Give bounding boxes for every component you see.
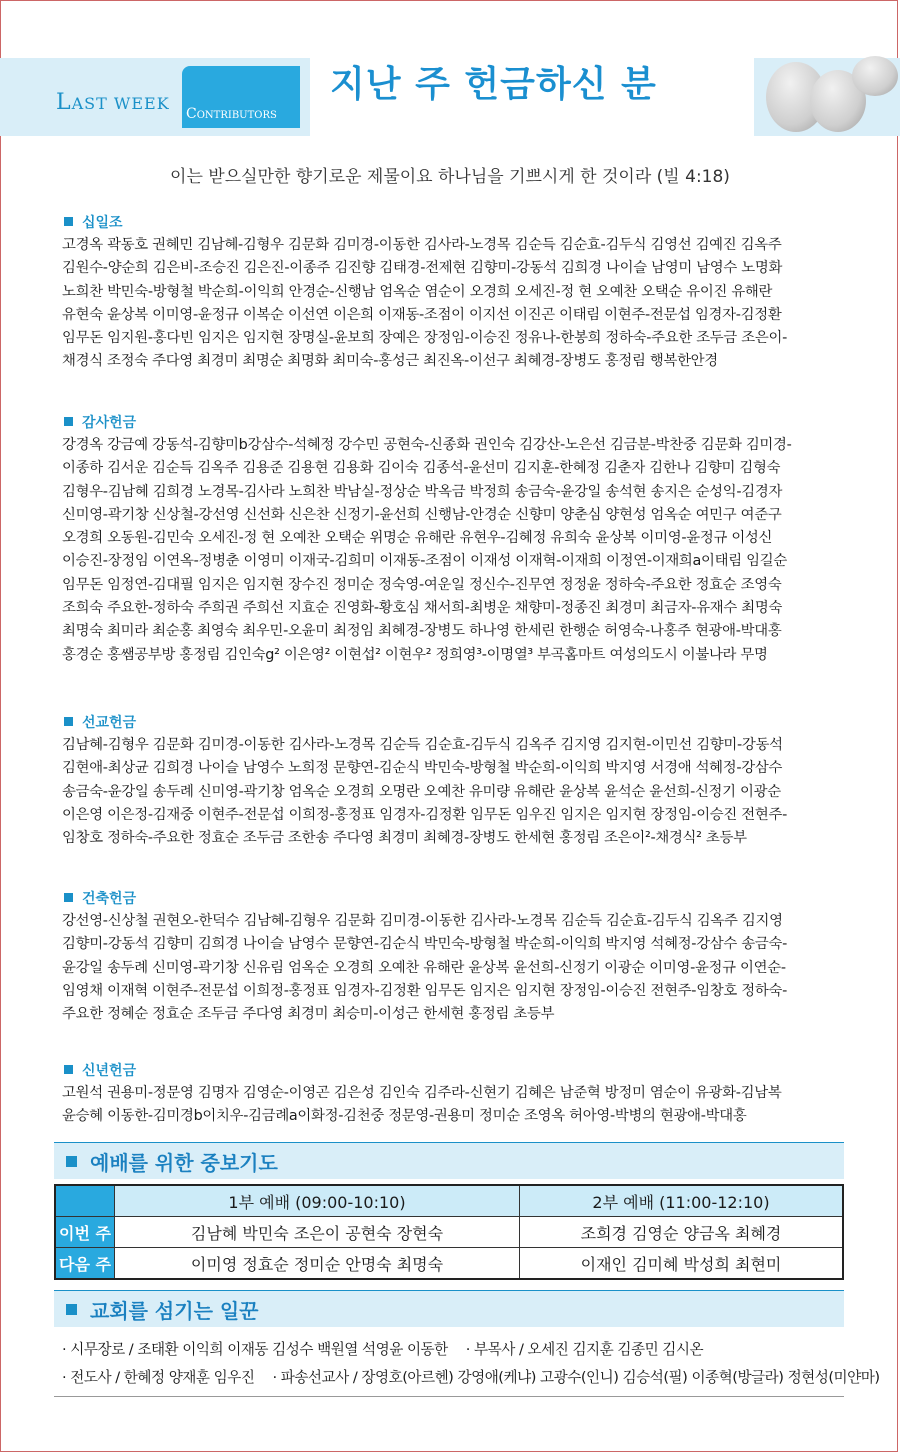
list-line: 임무돈 임정연-김대필 임지은 임지현 장수진 정미순 정숙영-여운일 정신수-진무연 정정윤 정하숙-주요한 정효순 조영숙 xyxy=(62,576,782,593)
list-line: 임영채 이재혁 이현주-전문섭 이희정-홍정표 임경자-김정환 임무돈 임지은 임지현 장정임-이승진 전현주-임창호 정하숙- xyxy=(62,982,787,999)
contributors-label: CONTRIBUTORS xyxy=(186,106,277,122)
last-week-label: LAST WEEK xyxy=(56,90,170,115)
list-line: 김원수-양순희 김은비-조승진 김은진-이종주 김진향 김태경-전제현 김향미-강동석 김희경 나이슬 남영미 남영수 노명화 xyxy=(62,260,783,277)
list-line: 임무돈 임지원-홍다빈 임지은 임지현 장명실-윤보희 장예은 장정임-이승진 정유나-한봉희 정하숙-주요한 조두금 조은이- xyxy=(62,330,787,347)
table-corner xyxy=(55,1185,115,1217)
list-line: 김현애-최상균 김희경 나이슬 남영수 노희정 문향연-김순식 박민숙-방형철 박순희-이익희 박지영 서경애 석혜정-강삼수 xyxy=(62,760,783,777)
list-line: 조희숙 주요한-정하숙 주희권 주희선 지효순 진영화-황호심 채서희-최병운 채향미-정종진 최경미 최금자-유재수 최명숙 xyxy=(62,600,783,617)
list-line: 강경옥 강금예 강동석-김향미b강삼수-석혜정 강수민 공현숙-신종화 권인숙 김강산-노은선 김금분-박찬중 김문화 김미경- xyxy=(62,437,792,453)
list-line: 최명숙 최미라 최순홍 최영숙 최우민-오윤미 최정임 최혜경-장병도 하나영 한세린 한행순 허영숙-나홍주 현광애-박대홍 xyxy=(62,623,782,640)
list-line: 이종하 김서운 김순득 김옥주 김용준 김용현 김용화 김이숙 김종석-윤선미 김지훈-한혜정 김춘자 김한나 김향미 김형숙 xyxy=(62,460,781,477)
page-title: 지난 주 헌금하신 분 xyxy=(330,64,657,105)
list-line: 오경희 오동원-김민숙 오세진-정 현 오예찬 오택순 위명순 유해란 유현우-김혜정 유희숙 윤상복 이미영-윤정규 이성신 xyxy=(62,530,773,547)
col-header-first-service: 1부 예배 (09:00-10:10) xyxy=(115,1185,520,1217)
section-heading-tithe: 십일조 xyxy=(64,212,123,232)
section-list-building xyxy=(62,910,852,1026)
list-line: 윤승혜 이동한-김미경b이치우-김금례a이화정-김천중 정문영-권용미 정미순 조영옥 허아영-박병의 현광애-박대홍 xyxy=(62,1108,747,1125)
hands-image xyxy=(752,56,900,136)
list-line: 노희찬 박민숙-방형철 박순희-이익희 안경순-신행남 엄옥순 염순이 오경희 오세진-정 현 오예찬 오택순 유이진 유해란 xyxy=(62,283,773,300)
section-heading-mission: 선교헌금 xyxy=(64,712,136,732)
table-row xyxy=(55,1217,843,1248)
bible-verse: 이는 받으실만한 향기로운 제물이요 하나님을 기쁘시게 한 것이라 (빌 4:18) xyxy=(170,167,730,187)
list-line: 유현숙 윤상복 이미영-윤정규 이복순 이선연 이은희 이재동-조점이 이지선 이진곤 이태림 이현주-전문섭 임경자-김정환 xyxy=(62,306,782,323)
servant-group: · 전도사 / 한혜정 양재훈 임우진 xyxy=(62,1369,255,1386)
bottom-divider xyxy=(54,1396,844,1397)
section-list-mission xyxy=(62,734,852,850)
section-list-thanksgiving xyxy=(62,434,852,667)
bullet-square-icon xyxy=(64,893,73,902)
list-line: 이은영 이은정-김재중 이현주-전문섭 이희정-홍정표 임경자-김정환 임무돈 임우진 임지은 임지현 장정임-이승진 전현주- xyxy=(62,806,787,823)
list-line: 채경식 조정숙 주다영 최경미 최명순 최명화 최미숙-홍성근 최진옥-이선구 최혜경-장병도 홍정림 행복한안경 xyxy=(62,353,718,370)
table-cell: 조희경 김영순 양금옥 최혜경 xyxy=(520,1217,844,1248)
section-heading-newyear: 신년헌금 xyxy=(64,1060,136,1080)
list-line: 임창호 정하숙-주요한 정효순 조두금 조한송 주다영 최경미 최혜경-장병도 한세현 홍정림 조은이²-채경식² 초등부 xyxy=(62,830,747,847)
servant-group: · 파송선교사 / 장영호(아르헨) 강영애(케냐) 고광수(인니) 김승석(필) 이종혁(방글라) 정현성(미얀마) xyxy=(272,1369,880,1386)
list-line: 고경옥 곽동호 권혜민 김남혜-김형우 김문화 김미경-이동한 김사라-노경목 김순득 김순효-김두식 김영선 김예진 김옥주 xyxy=(62,237,782,253)
list-line: 주요한 정혜순 정효순 조두금 주다영 최경미 최승미-이성근 한세현 홍정림 초등부 xyxy=(62,1006,555,1023)
servants-section-heading: 교회를 섬기는 일꾼 xyxy=(54,1290,844,1327)
row-label-next-week: 다음 주 xyxy=(55,1248,115,1280)
servants-line-2 xyxy=(62,1366,880,1387)
list-line: 신미영-곽기창 신상철-강선영 신선화 신은찬 신정기-윤선희 신행남-안경순 신향미 양춘심 양현성 엄옥순 여민구 여준구 xyxy=(62,506,782,523)
prayer-schedule-table xyxy=(54,1184,844,1280)
servant-group: · 시무장로 / 조태환 이익희 이재동 김성수 백원열 석영윤 이동한 xyxy=(62,1341,448,1358)
table-cell: 이미영 정효순 정미순 안명숙 최명숙 xyxy=(115,1248,520,1280)
table-row xyxy=(55,1248,843,1280)
bullet-square-icon xyxy=(66,1304,77,1315)
list-line: 이승진-장정임 이연옥-정병춘 이영미 이재국-김희미 이재동-조점이 이재성 이재혁-이재희 이정연-이재희a이태림 임길순 xyxy=(62,553,787,570)
bullet-square-icon xyxy=(64,1065,73,1074)
list-line: 강선영-신상철 권현오-한덕수 김남혜-김형우 김문화 김미경-이동한 김사라-노경목 김순득 김순효-김두식 김옥주 김지영 xyxy=(62,913,783,929)
list-line: 윤강일 송두례 신미영-곽기창 신유림 엄옥순 오경희 오예찬 유해란 윤상복 윤선희-신정기 이광순 이미영-윤정규 이연순- xyxy=(62,959,786,976)
bullet-square-icon xyxy=(64,217,73,226)
list-line: 송금숙-윤강일 송두례 신미영-곽기창 엄옥순 오경희 오명란 오예찬 유미량 유해란 윤상복 윤석순 윤선희-신정기 이광순 xyxy=(62,783,781,800)
servants-line-1 xyxy=(62,1338,852,1359)
section-list-tithe xyxy=(62,234,852,374)
list-line: 고원석 권용미-정문영 김명자 김영순-이영곤 김은성 김인숙 김주라-신현기 김혜은 남준혁 방정미 염순이 유광화-김남복 xyxy=(62,1085,782,1101)
bullet-square-icon xyxy=(64,417,73,426)
section-heading-building: 건축헌금 xyxy=(64,888,136,908)
servant-group: · 부목사 / 오세진 김지훈 김종민 김시온 xyxy=(465,1341,704,1358)
bullet-square-icon xyxy=(64,717,73,726)
table-cell: 이재인 김미혜 박성희 최현미 xyxy=(520,1248,844,1280)
list-line: 김향미-강동석 김향미 김희경 나이슬 남영수 문향연-김순식 박민숙-방형철 박순희-이익희 박지영 석혜정-강삼수 송금숙- xyxy=(62,936,787,953)
prayer-section-heading: 예배를 위한 중보기도 xyxy=(54,1142,844,1179)
list-line: 홍경순 홍쌤공부방 홍정림 김인숙g² 이은영² 이현섭² 이현우² 정희영³-이명열³ 부곡홈마트 여성의도시 이불나라 무명 xyxy=(62,646,768,663)
table-cell: 김남혜 박민숙 조은이 공현숙 장현숙 xyxy=(115,1217,520,1248)
list-line: 김남혜-김형우 김문화 김미경-이동한 김사라-노경목 김순득 김순효-김두식 김옥주 김지영 김지현-이민선 김향미-강동석 xyxy=(62,737,783,753)
list-line: 김형우-김남혜 김희경 노경목-김사라 노희찬 박남실-정상순 박옥금 박정희 송금숙-윤강일 송석현 송지은 순성익-김경자 xyxy=(62,483,783,500)
col-header-second-service: 2부 예배 (11:00-12:10) xyxy=(520,1185,844,1217)
bullet-square-icon xyxy=(66,1156,77,1167)
section-heading-thanksgiving: 감사헌금 xyxy=(64,412,136,432)
section-list-newyear xyxy=(62,1082,852,1129)
row-label-this-week: 이번 주 xyxy=(55,1217,115,1248)
